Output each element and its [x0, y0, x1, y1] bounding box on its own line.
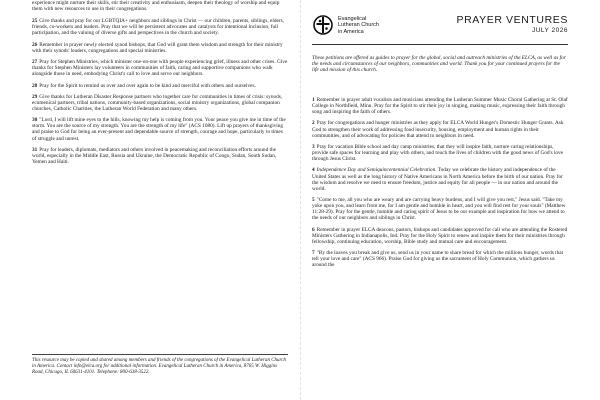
petition-number: 30	[32, 117, 38, 124]
right-petition-list	[312, 97, 568, 268]
petition-number: 25	[32, 18, 38, 25]
petition-item	[312, 197, 568, 221]
right-column	[312, 97, 568, 400]
petition-item	[32, 59, 288, 77]
petition-item	[312, 120, 568, 138]
petition-item	[312, 250, 568, 268]
petition-text: Today we celebrate the history and independence of the United States as well as the long history of Native Americans in North America before the birth of our nation. Pray for the wisdom and resolve we need to ensure freedom, justice and equity for all people — in our nation and around the world.	[312, 167, 563, 192]
petition-text: Pray for the Spirit to remind us over and over again to be kind and merciful with others and ourselves.	[39, 82, 256, 89]
petition-text: Give thanks and pray for our LGBTQIA+ neighbors and siblings in Christ — our children, parents, siblings, elders, friends, co-workers and leaders. Pray that we will be persistent advocates and catalysts for intentional inclusion, full participation, and the valuing of diverse gifts and perspectives in the church and society.	[32, 18, 284, 37]
petition-item	[32, 117, 288, 141]
left-column	[32, 0, 288, 400]
org-line: in America	[338, 28, 364, 35]
petition-item	[312, 97, 568, 115]
org-line: Evangelical	[338, 16, 367, 22]
petition-number: 31	[32, 146, 38, 153]
petition-item	[32, 42, 288, 54]
publication-date: JULY 2026	[531, 27, 568, 34]
petition-number: 7	[312, 250, 315, 256]
publication-title: PRAYER VENTURES	[456, 14, 568, 26]
petition-text: Pray for vacation Bible school and day camp ministries, that they will inspire faith, nurture caring relationships, provide safe spaces for learning and play with others, and touch the lives of children with the good news of God's love through Jesus Christ.	[312, 143, 564, 163]
petition-number: 2	[312, 120, 315, 127]
petition-number: 3	[312, 143, 315, 150]
petition-item	[312, 227, 568, 245]
petition-item	[32, 94, 288, 112]
petition-observance: Independence Day and Semiquincentennial Celebration.	[316, 167, 437, 174]
petition-number: 5	[312, 196, 315, 203]
copyright-footnote: This resource may be copied and shared among members and friends of the congregations of the Evangelical Lutheran Church in America. Contact info@elca.org for additional information. Evangelical Lutheran Church in America, 8765 W. Higgins Road, Chicago, IL 60631-4101. Telephone: 800-638-3522.	[32, 354, 288, 376]
petition-text: Pray for congregations and hunger ministries as they apply for ELCA World Hunger's Domestic Hunger Grants. Ask God to strengthen their work of addressing food insecurity, housing, employment and human rights in their communities, and of advocating for policies that attend to neighbors in need.	[312, 120, 564, 139]
petition-text: Remember in prayer newly elected synod bishops, that God will grant them wisdom and strength for their ministry with their synods' leaders, congregations and special ministries.	[32, 41, 283, 54]
header-rule	[312, 44, 568, 45]
petition-item	[312, 167, 568, 191]
page-header	[312, 12, 568, 42]
petition-text: "By the loaves you break and give us, send us in your name to share bread for which the millions hunger, words that tell your love and care" (ACS 966). Praise God for giving us the sacrament of Holy Communion, which gathers us around the	[312, 250, 564, 269]
petition-text: Remember in prayer ELCA deacons, pastors, bishops and candidates approved for call who are attending the Rostered Ministers Gathering in Indianapolis, Ind. Pray for the Holy Spirit to renew and inspire them for their ministries through fellowship, continuing education, worship, Bible study and mutual care and encouragement.	[312, 226, 568, 245]
petition-item	[32, 83, 288, 89]
petition-number: 6	[312, 226, 315, 233]
petition-text: Remember in prayer adult vocalists and musicians attending the Lutheran Summer Music Choral Gathering at St. Olaf College in Northfield, Minn. Pray for the Spirit to stir their joy in singing, making music, expressing their faith through song and inspiring the faith of others.	[312, 97, 568, 116]
petition-text: "Come to me, all you who are weary and are carrying heavy burdens, and I will give you rest," Jesus said. "Take my yoke upon you, and learn from me, for I am gentle and humble in heart, and you will find rest for your souls" (Matthew 11:28-29). Pray for the gentle, humble and caring spirit of Jesus to be our example and inspiration for how we attend to the needs of our neighbors and siblings in Christ.	[312, 196, 566, 222]
intro-paragraph: These petitions are offered as guides to prayer for the global, social and outreach ministries of the ELCA, as well as for the needs and circumstances of our neighbors, communities and world. Thank you for your continued prayers for the life and mission of this church.	[312, 55, 566, 74]
publication-title-block	[457, 14, 569, 35]
elca-logo-icon	[312, 13, 340, 37]
petition-text: Give thanks for Lutheran Disaster Response partners who together care for communities in times of crisis: synods, ecumenical partners, tribal nations, community-based organizations, social ministry organizations, global companion churches, Catholic Charities, the Lutheran World Federation and many others.	[32, 93, 283, 112]
left-petition-list	[32, 18, 288, 165]
petition-number: 4	[312, 167, 315, 174]
organization-name	[338, 16, 379, 35]
column-gutter	[300, 0, 301, 400]
petition-item	[312, 144, 568, 162]
petition-number: 29	[32, 93, 38, 100]
petition-number: 27	[32, 59, 38, 66]
petition-text: Pray for leaders, diplomats, mediators and others involved in peacemaking and reconciliation efforts around the world, especially in the Middle East, Russia and Ukraine, the Democratic Republic of Congo, Sudan, South Sudan, Yemen and Haiti.	[32, 146, 277, 165]
petition-item	[32, 18, 288, 36]
org-line: Lutheran Church	[338, 22, 379, 29]
petition-number: 28	[32, 82, 38, 89]
petition-number: 26	[32, 41, 38, 48]
petition-item	[32, 147, 288, 165]
continued-paragraph: experience might nurture their skills, stir their creativity and enthusiasm, deepen their theology of worship and equip them with new resources to use in their congregations.	[32, 0, 280, 13]
petition-number: 1	[312, 97, 315, 103]
petition-text: "Lord, I will lift mine eyes to the hills, knowing my help is coming from you. Your peace you give me in time of the storm. You are the source of my strength. You are the strength of my life" (ACS 1080). Lift up prayers of thanksgiving and praise to God for being an ever-present and dependable source of strength, courage and hope, particularly in times of struggle and unrest.	[32, 117, 286, 142]
petition-text: Pray for Stephen Ministries, which minister one-on-one with people experiencing grief, illness and other crises. Give thanks for Stephen Ministers lay volunteers in communities of faith, caring and supportive companions who walk alongside those in need, embodying Christ's call to love and serve our neighbors.	[32, 59, 288, 78]
